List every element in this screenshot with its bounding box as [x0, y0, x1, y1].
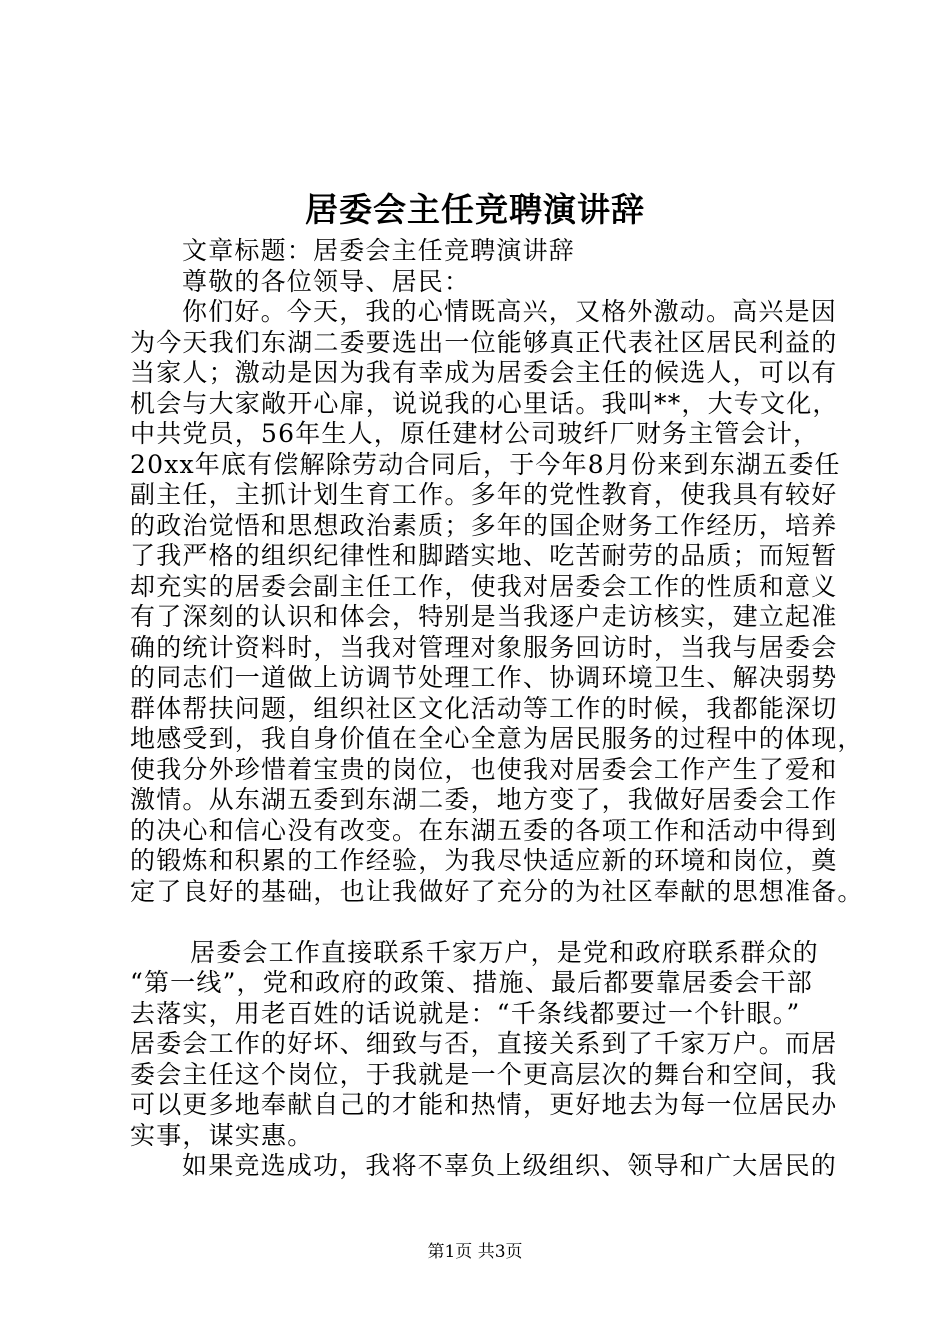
- paragraph-line: 的同志们一道做上访调节处理工作、协调环境卫生、解决弱势: [130, 663, 838, 692]
- paragraph-line: 使我分外珍惜着宝贵的岗位，也使我对居委会工作产生了爱和: [130, 754, 838, 784]
- salutation-line: 尊敬的各位领导、居民：: [182, 266, 471, 296]
- paragraph-line: 有了深刻的认识和体会，特别是当我逐户走访核实，建立起准: [130, 602, 838, 631]
- paragraph-line: 群体帮扶问题，组织社区文化活动等工作的时候，我都能深切: [130, 693, 838, 723]
- page-title: 居委会主任竞聘演讲辞: [305, 190, 645, 229]
- paragraph-spacer: [130, 907, 850, 938]
- paragraph-line: 的政治觉悟和思想政治素质；多年的国企财务工作经历，培养: [130, 510, 838, 540]
- paragraph-line: 地感受到，我自身价值在全心全意为居民服务的过程中的体现，: [130, 724, 864, 753]
- paragraph-line: 了我严格的组织纪律性和脚踏实地、吃苦耐劳的品质；而短暂: [130, 541, 838, 570]
- paragraph-line: 20xx年底有偿解除劳动合同后，于今年8月份来到东湖五委任: [130, 449, 841, 479]
- paragraph-line: 你们好。今天，我的心情既高兴，又格外激动。高兴是因: [182, 297, 838, 326]
- paragraph-line: 中共党员，56年生人，原任建材公司玻纤厂财务主管会计，: [130, 419, 820, 448]
- paragraph-line: 机会与大家敞开心扉，说说我的心里话。我叫**，大专文化，: [130, 388, 839, 418]
- paragraph-line: 确的统计资料时，当我对管理对象服务回访时，当我与居委会: [130, 632, 838, 662]
- paragraph-line: 的锻炼和积累的工作经验，为我尽快适应新的环境和岗位，奠: [130, 846, 838, 875]
- article-title-line: 文章标题：居委会主任竞聘演讲辞: [182, 236, 576, 265]
- paragraph-line: 却充实的居委会副主任工作，使我对居委会工作的性质和意义: [130, 571, 838, 601]
- paragraph-line: 如果竞选成功，我将不辜负上级组织、领导和广大居民的: [182, 1151, 838, 1180]
- paragraph-line: “第一线”，党和政府的政策、措施、最后都要靠居委会干部: [130, 968, 813, 997]
- paragraph-line: 激情。从东湖五委到东湖二委，地方变了，我做好居委会工作: [130, 785, 838, 814]
- page-footer: 第1页 共3页: [427, 1242, 523, 1262]
- paragraph-line: 副主任，主抓计划生育工作。多年的党性教育，使我具有较好: [130, 480, 838, 509]
- paragraph-line: 居委会工作的好坏、细致与否，直接关系到了千家万户。而居: [130, 1029, 838, 1058]
- paragraph-line: 为今天我们东湖二委要选出一位能够真正代表社区居民利益的: [130, 327, 838, 357]
- paragraph-line: 当家人；激动是因为我有幸成为居委会主任的候选人，可以有: [130, 358, 838, 387]
- paragraph-line: 委会主任这个岗位，于我就是一个更高层次的舞台和空间，我: [130, 1059, 838, 1089]
- paragraph-line: 实事，谋实惠。: [130, 1120, 314, 1150]
- paragraph-line: 可以更多地奉献自己的才能和热情，更好地去为每一位居民办: [130, 1090, 838, 1119]
- document-body: [130, 236, 864, 1182]
- paragraph-line: 去落实，用老百姓的话说就是：“千条线都要过一个针眼。”: [130, 998, 801, 1028]
- paragraph-line: 定了良好的基础，也让我做好了充分的为社区奉献的思想准备。: [130, 876, 864, 906]
- paragraph-line: 的决心和信心没有改变。在东湖五委的各项工作和活动中得到: [130, 815, 838, 845]
- paragraph-line: 居委会工作直接联系千家万户，是党和政府联系群众的: [190, 937, 819, 967]
